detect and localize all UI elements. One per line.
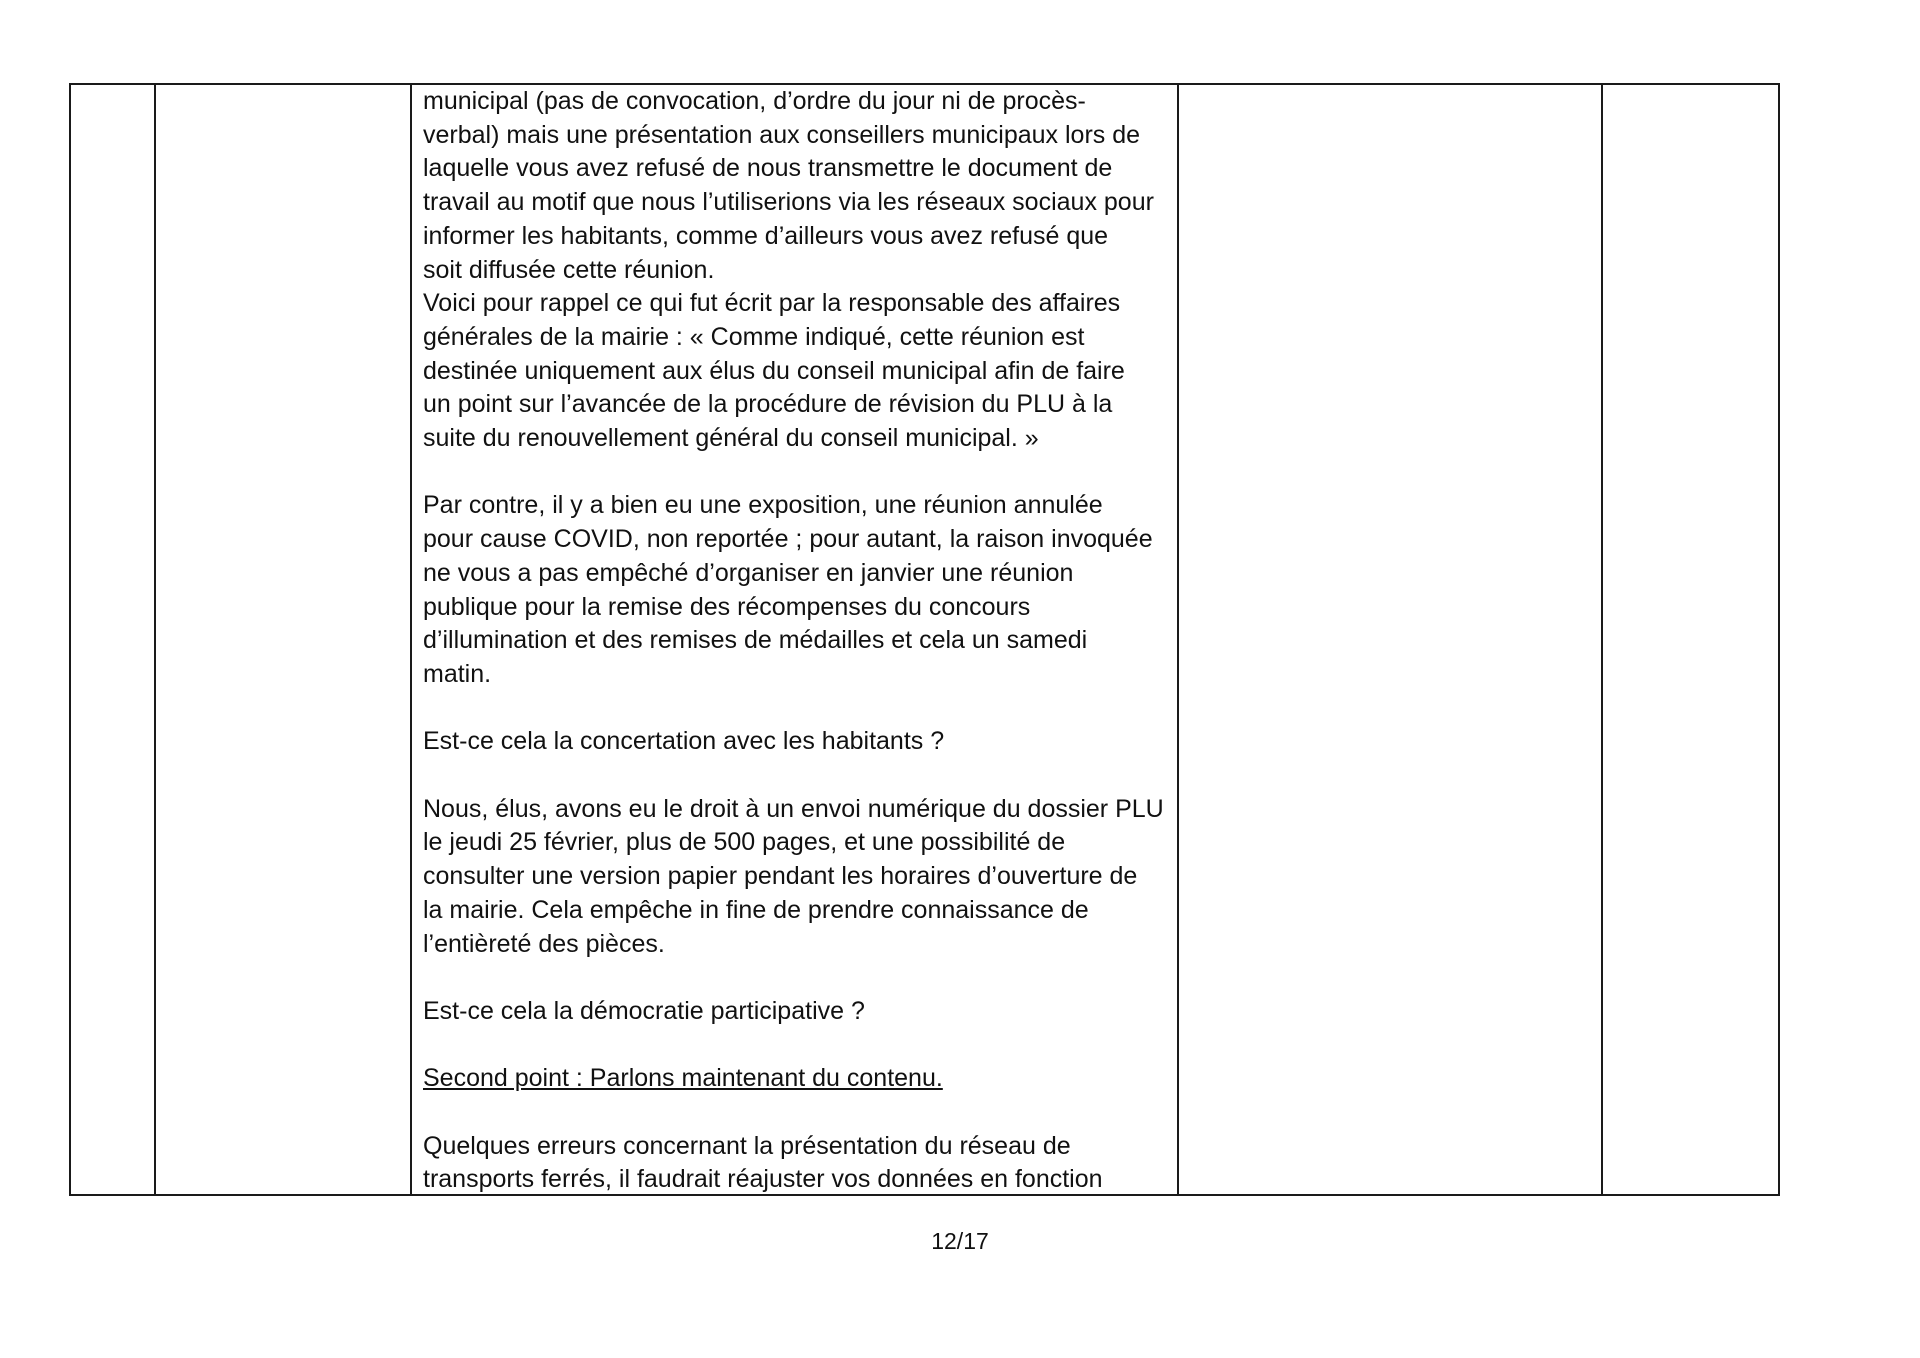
body-line-15: ne vous a pas empêché d’organiser en janvier une réunion	[423, 558, 1074, 587]
blank-line	[423, 692, 1161, 726]
body-line-7: Voici pour rappel ce qui fut écrit par la responsable des affaires	[423, 289, 1121, 318]
body-line-14: pour cause COVID, non reportée ; pour autant, la raison invoquée	[423, 525, 1153, 554]
body-line-1: municipal (pas de convocation, d’ordre du jour ni de procès-	[423, 87, 1086, 115]
column-divider-4	[1601, 85, 1603, 1194]
body-line-16: publique pour la remise des récompenses du concours	[423, 592, 1031, 621]
document-table	[69, 83, 1780, 1196]
body-line-4: travail au motif que nous l’utiliserions via les réseaux sociaux pour	[423, 188, 1154, 217]
body-line-5: informer les habitants, comme d’ailleurs vous avez refusé que	[423, 221, 1109, 250]
body-line-8: générales de la mairie : « Comme indiqué, cette réunion est	[423, 322, 1085, 351]
body-line-23: le jeudi 25 février, plus de 500 pages, et une possibilité de	[423, 828, 1066, 857]
body-line-25: la mairie. Cela empêche in fine de prendre connaissance de	[423, 895, 1089, 924]
question-democratie: Est-ce cela la démocratie participative ?	[423, 996, 865, 1025]
page-number: 12/17	[931, 1228, 989, 1254]
observations-cell	[411, 85, 1173, 1196]
body-line-22: Nous, élus, avons eu le droit à un envoi numérique du dossier PLU	[423, 794, 1164, 823]
body-line-24: consulter une version papier pendant les horaires d’ouverture de	[423, 862, 1138, 891]
body-line-2: verbal) mais une présentation aux conseillers municipaux lors de	[423, 120, 1141, 149]
body-line-3: laquelle vous avez refusé de nous transmettre le document de	[423, 154, 1113, 183]
blank-line	[423, 759, 1161, 793]
body-line-17: d’illumination et des remises de médailles et cela un samedi	[423, 626, 1088, 655]
body-line-33: transports ferrés, il faudrait réajuster vos données en fonction	[423, 1165, 1103, 1194]
body-line-26: l’entièreté des pièces.	[423, 929, 665, 958]
body-line-13: Par contre, il y a bien eu une exposition, une réunion annulée	[423, 491, 1103, 520]
blank-line	[423, 1096, 1161, 1130]
blank-line	[423, 456, 1161, 490]
blank-line	[423, 1029, 1161, 1063]
blank-line	[423, 961, 1161, 995]
column-divider-1	[154, 85, 156, 1194]
body-line-18: matin.	[423, 659, 492, 688]
question-concertation: Est-ce cela la concertation avec les habitants ?	[423, 727, 945, 756]
column-divider-3	[1177, 85, 1179, 1194]
body-line-6: soit diffusée cette réunion.	[423, 255, 715, 284]
body-line-9: destinée uniquement aux élus du conseil municipal afin de faire	[423, 356, 1125, 385]
body-line-10: un point sur l’avancée de la procédure de révision du PLU à la	[423, 390, 1113, 419]
body-line-11: suite du renouvellement général du conseil municipal. »	[423, 424, 1039, 453]
body-line-32: Quelques erreurs concernant la présentation du réseau de	[423, 1131, 1071, 1160]
section-heading-second-point: Second point : Parlons maintenant du contenu.	[423, 1064, 943, 1093]
